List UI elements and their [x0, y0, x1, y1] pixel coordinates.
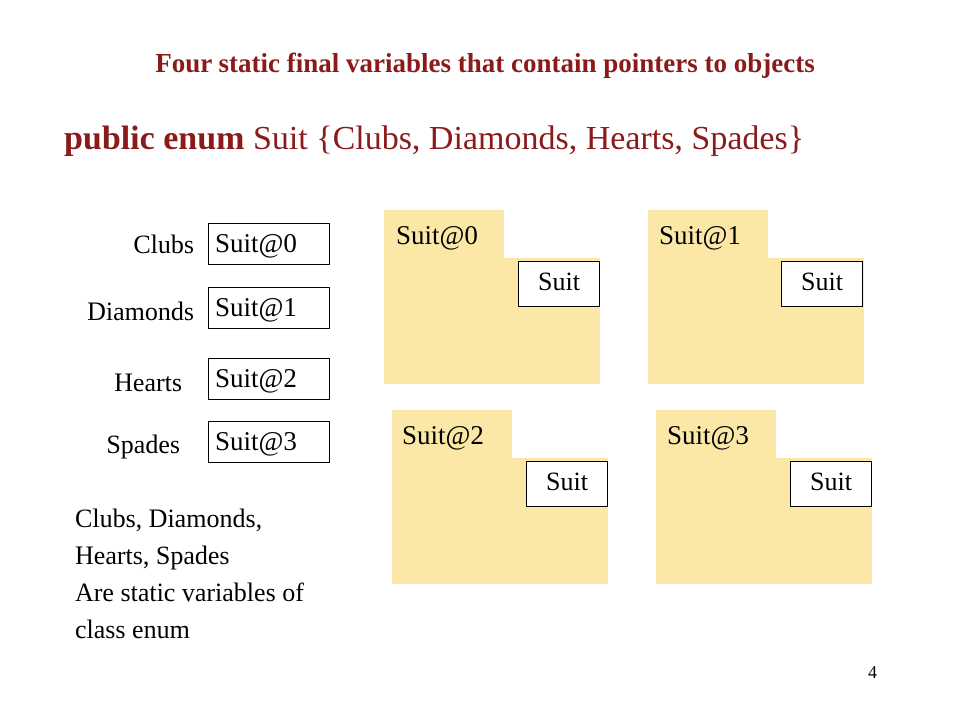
object-corner-cutout — [512, 410, 608, 458]
object-label: Suit@3 — [667, 420, 749, 450]
variable-name-clubs: Clubs — [133, 230, 194, 259]
explanation-note — [75, 500, 304, 648]
variable-box-hearts: Suit@2 — [208, 358, 330, 400]
variable-name-hearts: Hearts — [114, 368, 182, 397]
object-class-box: Suit — [518, 261, 600, 307]
note-line: Clubs, Diamonds, — [75, 504, 263, 533]
enum-declaration — [64, 120, 804, 158]
variable-box-clubs: Suit@0 — [208, 223, 330, 265]
variable-name-diamonds: Diamonds — [87, 297, 194, 326]
variable-box-diamonds: Suit@1 — [208, 287, 330, 329]
object-corner-cutout — [776, 410, 872, 458]
note-line: Hearts, Spades — [75, 541, 230, 570]
note-line: Are static variables of — [75, 578, 304, 607]
declaration-body: Suit {Clubs, Diamonds, Hearts, Spades} — [244, 120, 805, 157]
object-corner-cutout — [768, 210, 864, 258]
object-class-box: Suit — [790, 461, 872, 507]
object-label: Suit@0 — [396, 220, 478, 250]
object-label: Suit@2 — [402, 420, 484, 450]
object-corner-cutout — [504, 210, 600, 258]
declaration-keywords: public enum — [64, 120, 245, 157]
object-label: Suit@1 — [659, 220, 741, 250]
object-class-box: Suit — [781, 261, 863, 307]
slide-title: Four static final variables that contain pointers to objects — [155, 48, 815, 78]
variable-box-spades: Suit@3 — [208, 421, 330, 463]
object-class-box: Suit — [526, 461, 608, 507]
variable-name-spades: Spades — [106, 430, 180, 459]
note-line: class enum — [75, 615, 190, 644]
page-number: 4 — [868, 662, 877, 682]
